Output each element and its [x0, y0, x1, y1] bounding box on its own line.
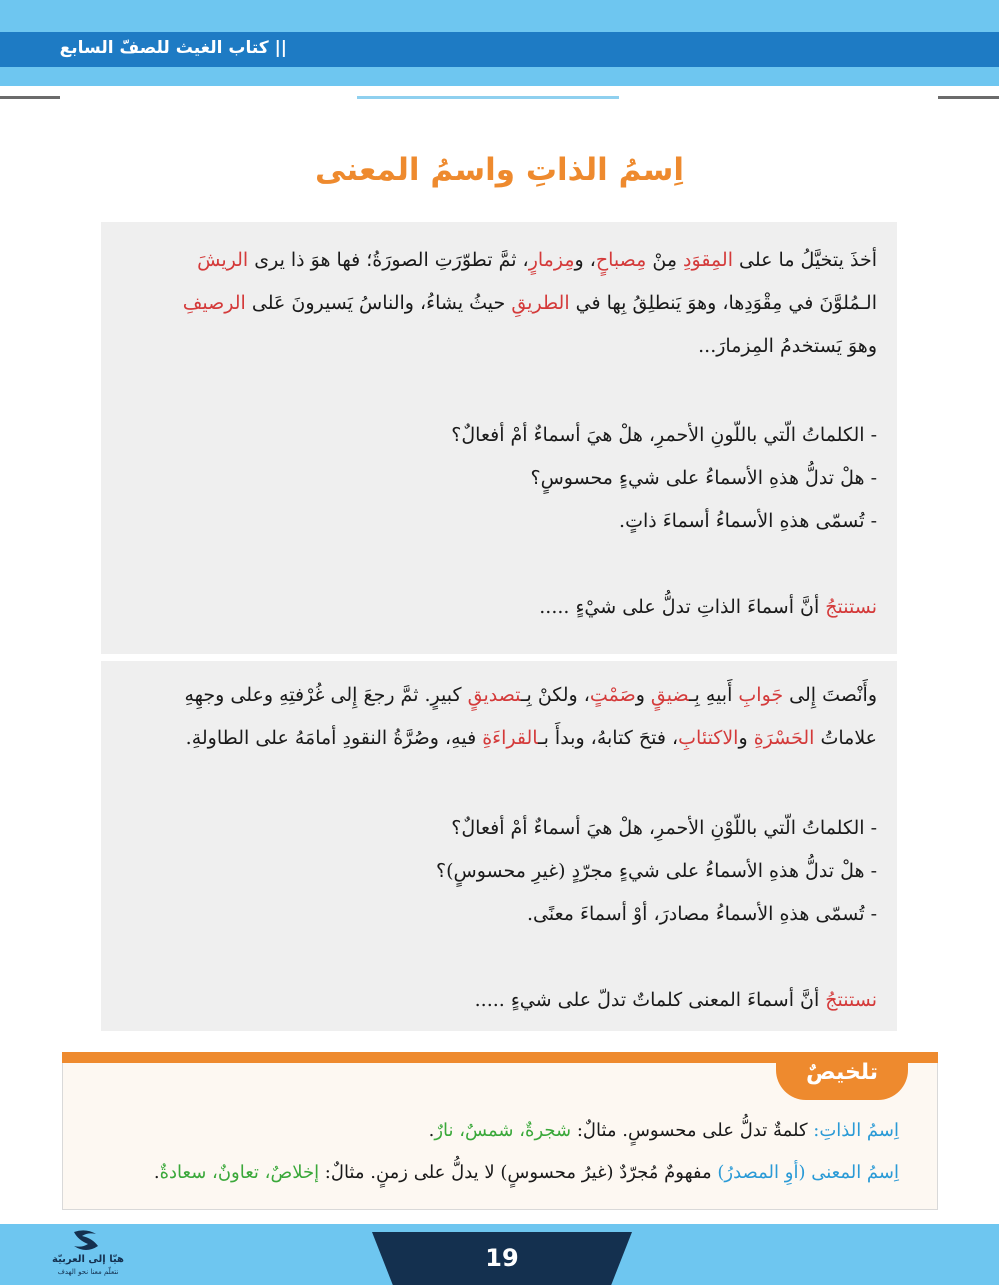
question: - تُسمّى هذهِ الأسماءُ أسماءَ ذاتٍ. — [619, 510, 877, 532]
divider-right — [938, 96, 999, 99]
question: - هلْ تدلُّ هذهِ الأسماءُ على شيءٍ مجرّدٍ (غيرِ محسوسٍ)؟ — [436, 860, 877, 882]
summary-line-abstract: اِسمُ المعنى (أوِ المصدرُ) مفهومٌ مُجرّدٌ (غيرُ محسوسٍ) لا يدلُّ على زمنٍ. مثالٌ: إخلاصٌ، تعاونٌ، سعادةٌ. — [153, 1162, 899, 1183]
summary-label: تلخيصٌ — [805, 1060, 879, 1085]
question: - الكلماتُ الّتي باللّوْنِ الأحمرِ، هلْ هيَ أسماءٌ أمْ أفعالٌ؟ — [451, 817, 877, 839]
header-top-strip — [0, 0, 999, 32]
logo-name: هيّا إلى العربيّة — [52, 1254, 124, 1265]
divider-left — [0, 96, 60, 99]
divider-center — [357, 96, 619, 99]
question: - تُسمّى هذهِ الأسماءُ مصادرَ، أوْ أسماءَ معنًى. — [527, 903, 877, 925]
question: - هلْ تدلُّ هذهِ الأسماءُ على شيءٍ محسوسٍ؟ — [530, 467, 877, 489]
lesson-box-concrete-nouns — [101, 222, 897, 654]
logo-icon — [66, 1228, 106, 1252]
passage-paragraph: علاماتُ الحَسْرَةِ والاكتئابِ، فتحَ كتابهُ، وبدأَ بـالقراءَةِ فيهِ، وصُرَّةُ النقودِ أمامَهُ على الطاولةِ. — [185, 727, 877, 749]
book-title: || كتاب الغيث للصفّ السابع — [59, 38, 287, 58]
conclusion: نستنتجُ أنَّ أسماءَ الذاتِ تدلُّ على شيْءٍ ..... — [539, 596, 877, 618]
logo-tagline: نتعلّم معنا نحو الهدف — [57, 1268, 119, 1276]
question: - الكلماتُ الّتي باللّونِ الأحمرِ، هلْ هيَ أسماءٌ أمْ أفعالٌ؟ — [451, 424, 877, 446]
summary-line-concrete: اِسمُ الذاتِ: كلمةٌ تدلُّ على محسوسٍ. مثالٌ: شجرةٌ، شمسٌ، نارٌ. — [428, 1120, 899, 1141]
passage-paragraph: أخذَ يتخيَّلُ ما على المِقوَدِ مِنْ مِصباحٍ، ومِزمارٍ، ثمَّ تطوّرَتِ الصورَةُ؛ فها هوَ ذا يرى الريشَ — [197, 249, 877, 271]
page-title: اِسمُ الذاتِ واسمُ المعنى — [314, 152, 684, 188]
header-bottom-strip — [0, 67, 999, 86]
passage-paragraph: الـمُلوَّنَ في مِقْوَدِها، وهوَ يَنطلِقُ بِها في الطريقِ حيثُ يشاءُ، والناسُ يَسيرونَ عَلى الرصيفِ — [182, 292, 877, 314]
page-number: 19 — [485, 1244, 519, 1272]
passage-paragraph: وهوَ يَستخدمُ المِزمارَ... — [698, 335, 877, 357]
lesson-box-abstract-nouns — [101, 661, 897, 1031]
conclusion: نستنتجُ أنَّ أسماءَ المعنى كلماتٌ تدلّ على شيءٍ ..... — [474, 989, 877, 1011]
passage-paragraph: وأَنْصتَ إِلى جَوابِ أَبيهِ بِـضيقٍ وصَمْتٍ، ولكنْ بِـتصديقٍ كبيرٍ. ثمَّ رجعَ إِلى غُرْفتِهِ وعلى وجهِهِ — [184, 684, 877, 706]
